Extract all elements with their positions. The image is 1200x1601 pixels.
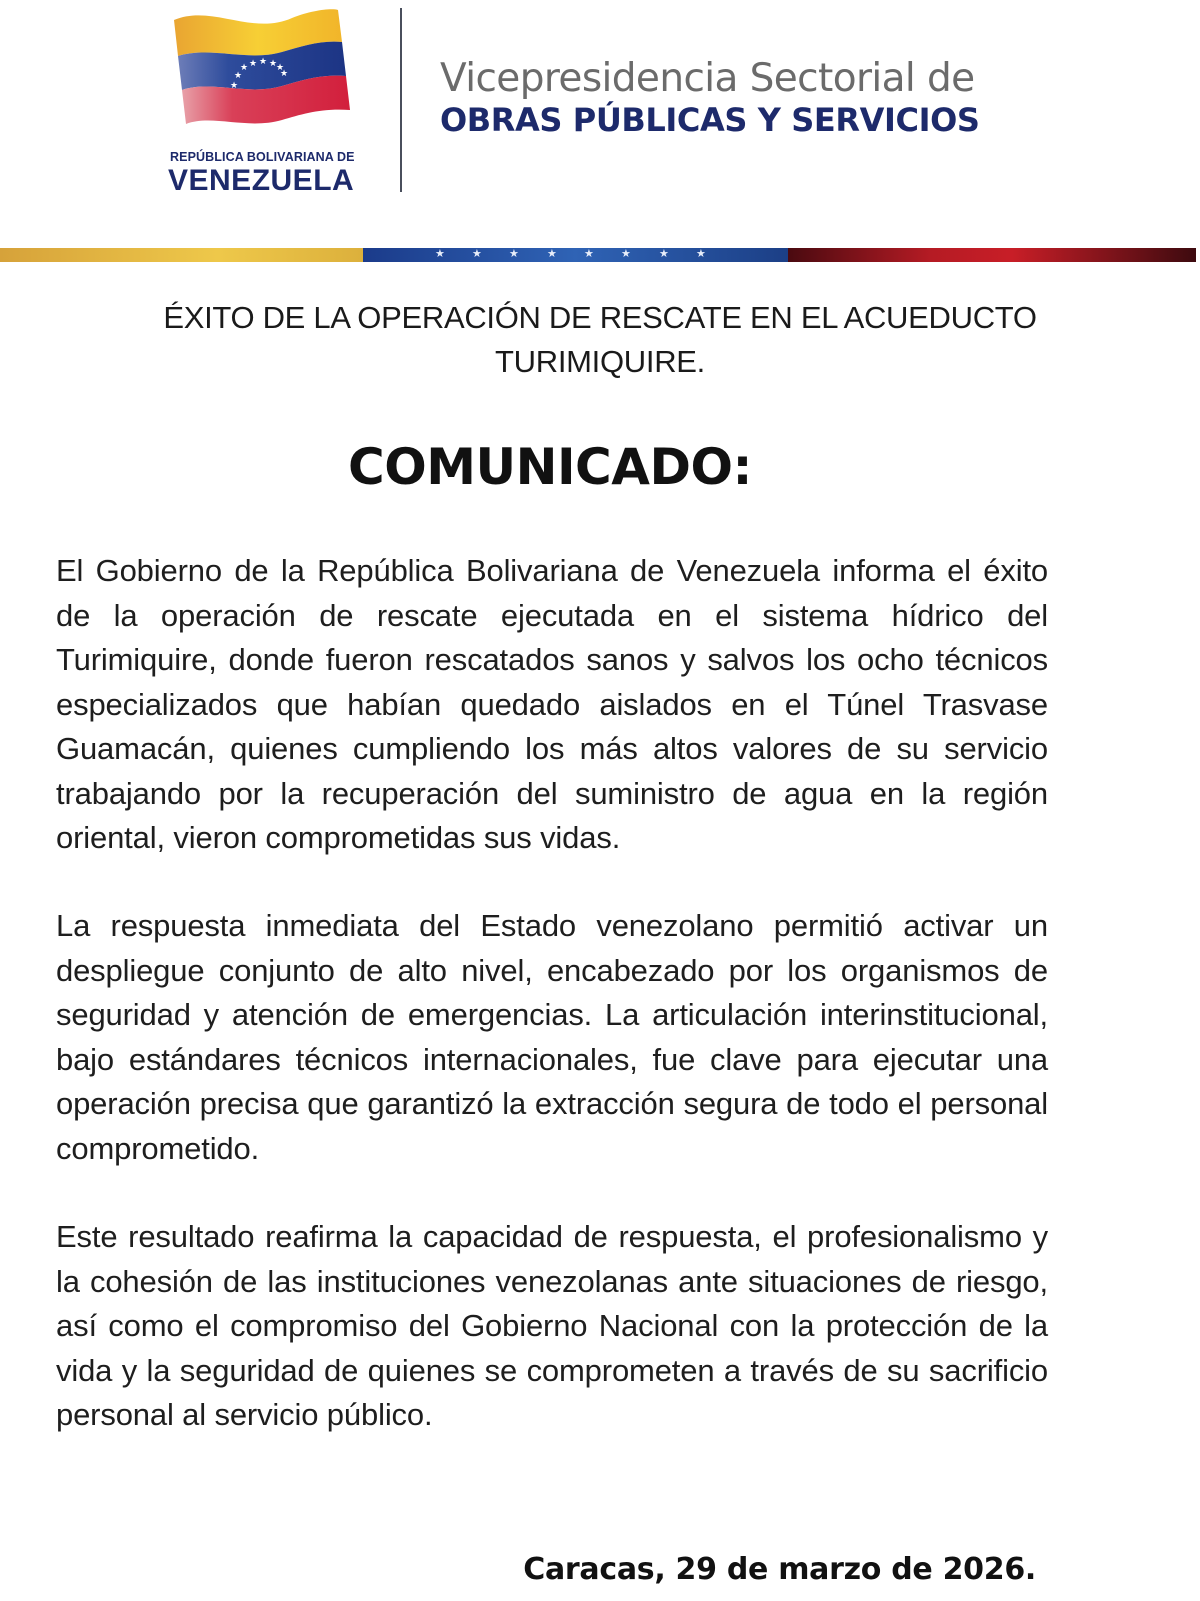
header-divider [400, 8, 402, 192]
star-icon: ★ [584, 247, 594, 260]
logo-title: VENEZUELA [168, 164, 355, 197]
organization-name [440, 56, 980, 139]
government-logo [168, 6, 368, 196]
stripe-gold-segment [0, 248, 363, 262]
subtitle-line2: TURIMIQUIRE. [495, 344, 705, 379]
signoff-date: Caracas, 29 de marzo de 2026. [523, 1552, 1036, 1587]
svg-text:★: ★ [240, 63, 249, 73]
subtitle-line1: ÉXITO DE LA OPERACIÓN DE RESCATE EN EL ACUEDUCTO [163, 300, 1037, 335]
document-subtitle [0, 296, 1200, 384]
flag-color-stripe [0, 248, 1196, 262]
body-paragraph-3: Este resultado reafirma la capacidad de respuesta, el profesionalismo y la cohesión de las instituciones venezolanas ante situaciones de riesgo, así como el compromiso del Gobierno Nacional con la protección de la vida y la seguridad de quienes se comprometen a través de su sacrificio personal al servicio público. [56, 1219, 1048, 1432]
svg-text:★: ★ [269, 59, 278, 69]
svg-text:★: ★ [230, 81, 239, 91]
body-paragraph-2: La respuesta inmediata del Estado venezolano permitió activar un despliegue conjunto de alto nivel, encabezado por los organismos de seguridad y atención de emergencias. La articulación interinstitucional, bajo estándares técnicos internacionales, fue clave para ejecutar una operación precisa que garantizó la extracción segura de todo el personal comprometido. [56, 908, 1048, 1166]
logo-subtitle: REPÚBLICA BOLIVARIANA DE [170, 150, 355, 164]
star-icon: ★ [472, 247, 482, 260]
star-icon: ★ [696, 247, 706, 260]
body-paragraph-1: El Gobierno de la República Bolivariana de Venezuela informa el éxito de la operación de rescate ejecutada en el sistema hídrico del Turimiquire, donde fueron rescatados sanos y salvos los ocho técnicos especializados que habían quedado aislados en el Túnel Trasvase Guamacán, quienes cumpliendo los más altos valores de su servicio trabajando por la recuperación del suministro de agua en la región oriental, vieron comprometidas sus vidas. [56, 553, 1048, 855]
star-icon: ★ [509, 247, 519, 260]
star-icon: ★ [621, 247, 631, 260]
star-icon: ★ [435, 247, 445, 260]
stripe-blue-segment [363, 248, 788, 262]
svg-text:★: ★ [259, 57, 268, 67]
star-icon: ★ [659, 247, 669, 260]
svg-text:★: ★ [280, 69, 289, 79]
star-icon: ★ [547, 247, 557, 260]
document-heading: COMUNICADO: [348, 438, 752, 496]
venezuela-flag-icon [172, 6, 352, 128]
stripe-red-segment [788, 248, 1196, 262]
svg-text:★: ★ [234, 71, 243, 81]
svg-text:★: ★ [276, 63, 285, 73]
svg-text:★: ★ [249, 59, 258, 69]
organization-line2: OBRAS PÚBLICAS Y SERVICIOS [440, 101, 980, 139]
organization-line1: Vicepresidencia Sectorial de [440, 56, 975, 101]
